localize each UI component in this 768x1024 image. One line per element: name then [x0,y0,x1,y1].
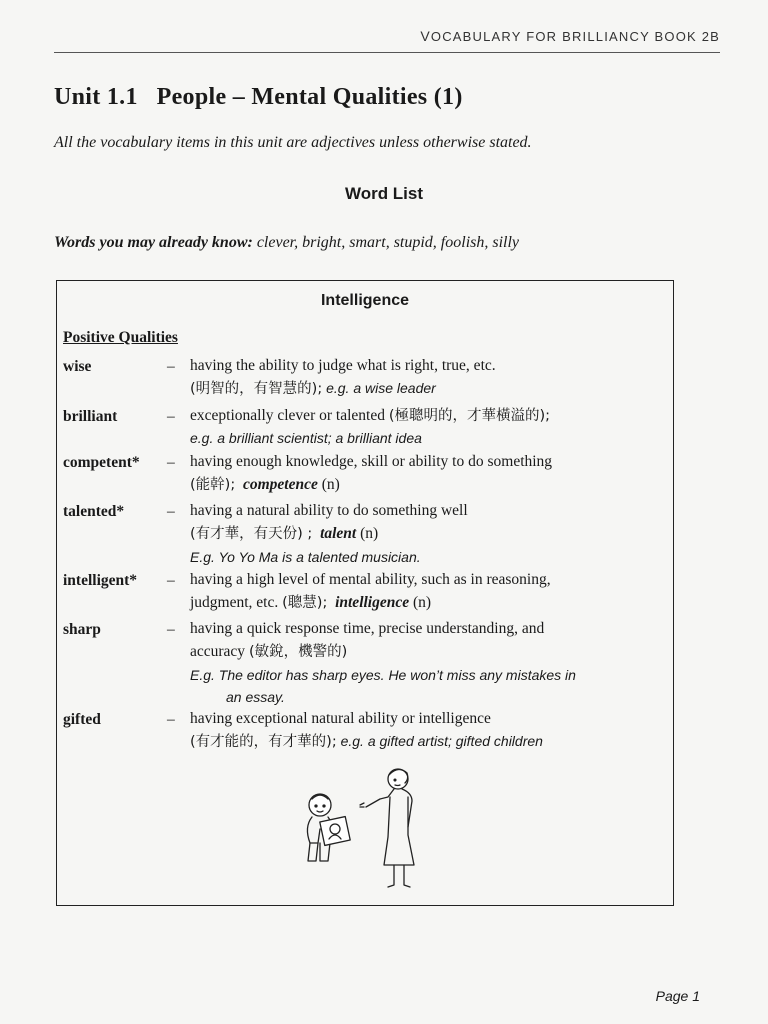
definition-talented: having a natural ability to do something well [190,502,468,519]
entry-dash: – [167,621,175,638]
page-number: Page 1 [655,988,700,1004]
entry-dash: – [167,358,175,375]
chinese-translation: (聰慧); [282,595,328,611]
chinese-translation: (敏銳，機警的) [248,644,348,660]
term-talented: talented* [63,503,125,520]
chinese-translation: (有才能的，有才華的); [190,734,337,750]
part-of-speech: (n) [356,525,379,542]
part-of-speech: (n) [317,476,340,493]
definition-text: exceptionally clever or talented [190,407,389,424]
unit-title: Unit 1.1 People – Mental Qualities (1) [54,84,463,110]
term-sharp: sharp [63,621,101,638]
term-gifted: gifted [63,711,101,728]
translation-line-gifted [190,734,670,750]
chinese-translation: (有才華，有天份) ; [190,526,313,542]
chinese-translation: (明智的，有智慧的); [190,381,323,397]
entry-dash: – [167,572,175,589]
example-text: an essay. [226,689,285,705]
word-list-heading: Word List [344,184,424,203]
unit-note: All the vocabulary items in this unit are adjectives unless otherwise stated. [54,134,532,151]
definition-text: accuracy [190,643,249,660]
term-brilliant: brilliant [63,408,118,425]
entry-dash: – [167,454,175,471]
term-wise: wise [63,358,92,375]
known-words: clever, bright, smart, stupid, foolish, silly [252,234,520,251]
chinese-translation: (能幹); [190,477,236,493]
translation-line-wise [190,381,670,397]
definition-competent: having enough knowledge, skill or ability to do something [190,453,553,470]
definition-text: judgment, etc. [190,594,283,611]
known-words-label: Words you may already know: [54,234,253,251]
example-sharp-continued [226,690,706,706]
teacher-figure [360,769,414,887]
teacher-and-child-illustration [298,765,438,890]
example-text: E.g. Yo Yo Ma is a talented musician. [190,549,421,565]
translation-line-sharp [190,644,670,660]
translation-line-intelligent [190,595,670,611]
term-intelligent: intelligent* [63,572,138,589]
definition-wise: having the ability to judge what is right, true, etc. [190,357,496,374]
definition-gifted: having exceptional natural ability or intelligence [190,710,491,727]
entry-dash: – [167,408,175,425]
translation-line-talented [190,526,670,542]
known-words-line [54,234,519,252]
example-text: E.g. The editor has sharp eyes. He won’t miss any mistakes in [190,667,576,683]
child-figure [307,794,350,861]
derived-word-intelligence: intelligence [335,594,410,611]
definition-intelligent: having a high level of mental ability, such as in reasoning, [190,571,551,588]
example-talented [190,550,670,566]
definition-brilliant [190,408,670,424]
term-competent: competent* [63,454,140,471]
definition-sharp: having a quick response time, precise understanding, and [190,620,545,637]
derived-word-competence: competence [242,476,318,493]
example-gifted: e.g. a gifted artist; gifted children [336,733,543,749]
header-rule [54,52,720,53]
box-heading: Intelligence [320,292,410,309]
translation-line-competent [190,477,670,493]
part-of-speech: (n) [409,594,432,611]
positive-qualities-heading: Positive Qualities [63,329,178,346]
entry-dash: – [167,503,175,520]
example-text: e.g. a brilliant scientist; a brilliant idea [190,430,422,446]
example-sharp [190,668,670,684]
book-title-header: VOCABULARY FOR BRILLIANCY BOOK 2B [420,28,720,44]
entry-dash: – [167,711,175,728]
chinese-translation: (極聰明的，才華橫溢的); [388,408,551,424]
example-wise: e.g. a wise leader [322,380,436,396]
derived-word-talent: talent [320,525,357,542]
example-brilliant [190,431,670,447]
